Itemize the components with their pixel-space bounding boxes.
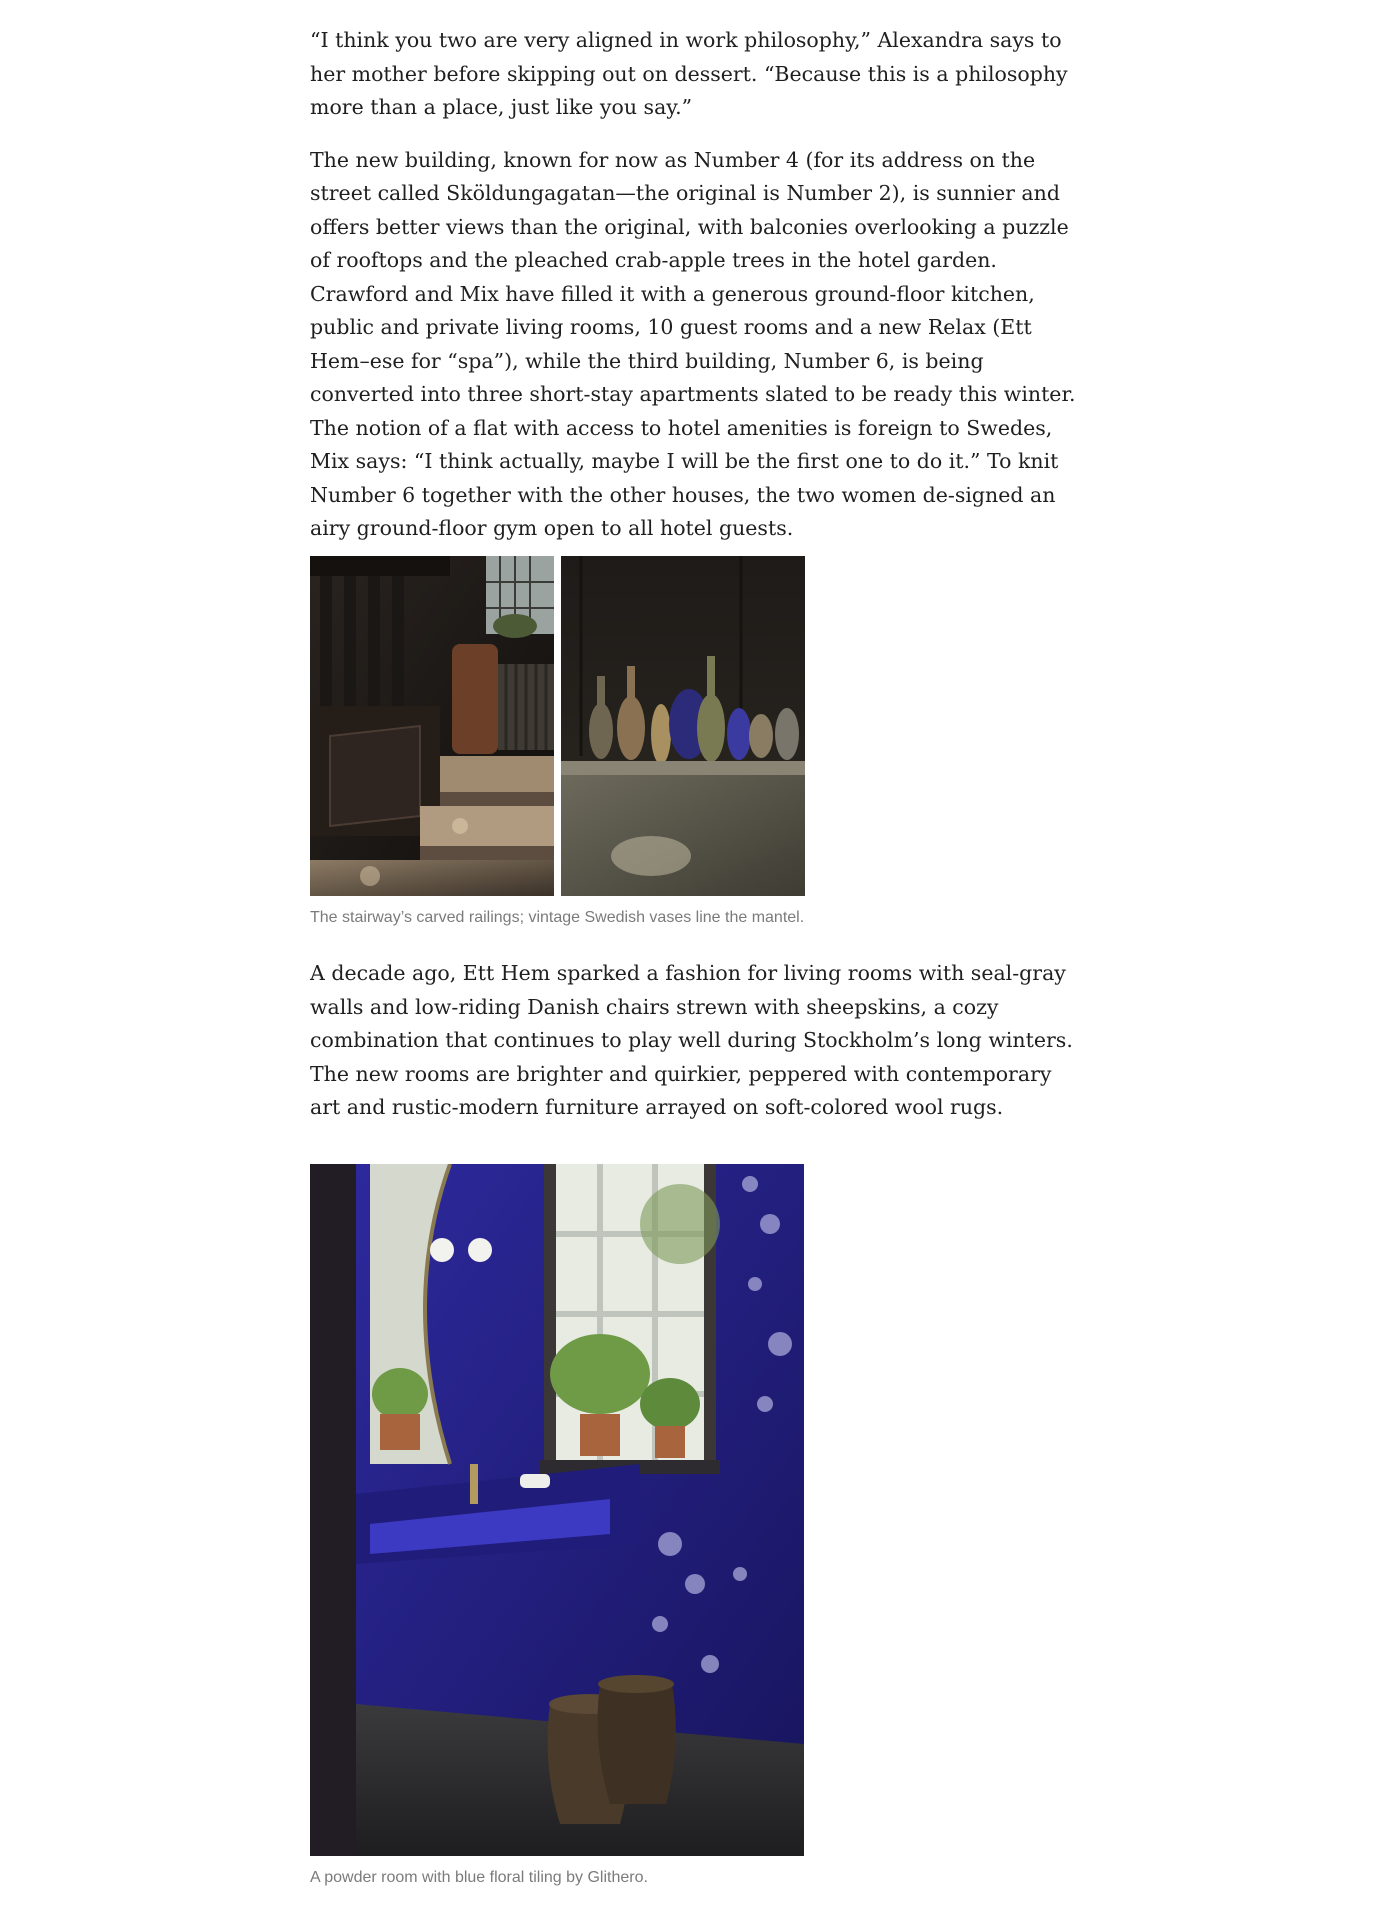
paragraph-2: The new building, known for now as Number 4 (for its address on the street called Sköldungagatan—the original is Number 2), is sunnier and offers better views than the original, with balconies overlooking a puzzle of rooftops and the pleached crab-apple trees in the hotel garden. Crawford and Mix have filled it with a generous ground-floor kitchen, public and private living rooms, 10 guest rooms and a new Relax (Ett Hem–ese for “spa”), while the third building, Number 6, is being converted into three short-stay apartments slated to be ready this winter. The notion of a flat with access to hotel amenities is foreign to Swedes, Mix says: “I think actually, maybe I will be the first one to do it.” To knit Number 6 together with the other houses, the two women de-signed an airy ground-floor gym open to all hotel guests. bbox=[310, 147, 1076, 540]
stairway-photo bbox=[310, 556, 554, 896]
article-body-continued bbox=[310, 957, 1080, 1125]
figure-caption: The stairway’s carved railings; vintage Swedish vases line the mantel. bbox=[310, 909, 805, 926]
paragraph-3: A decade ago, Ett Hem sparked a fashion for living rooms with seal-gray walls and low-riding Danish chairs strewn with sheepskins, a cozy combination that continues to play well during Stockholm’s long winters. The new rooms are brighter and quirkier, peppered with contemporary art and rustic-modern furniture arrayed on soft-colored wool rugs. bbox=[310, 961, 1073, 1119]
figure-stairway-vases bbox=[310, 556, 806, 928]
paragraph-1: “I think you two are very aligned in work philosophy,” Alexandra says to her mother before skipping out on dessert. “Because this is a philosophy more than a place, just like you say.” bbox=[310, 28, 1068, 119]
vases-photo bbox=[561, 556, 805, 896]
article-body bbox=[310, 24, 1080, 546]
figure-caption: A powder room with blue floral tiling by Glithero. bbox=[310, 1869, 648, 1886]
powder-room-photo bbox=[310, 1164, 804, 1856]
figure-powder-room bbox=[310, 1164, 806, 1888]
